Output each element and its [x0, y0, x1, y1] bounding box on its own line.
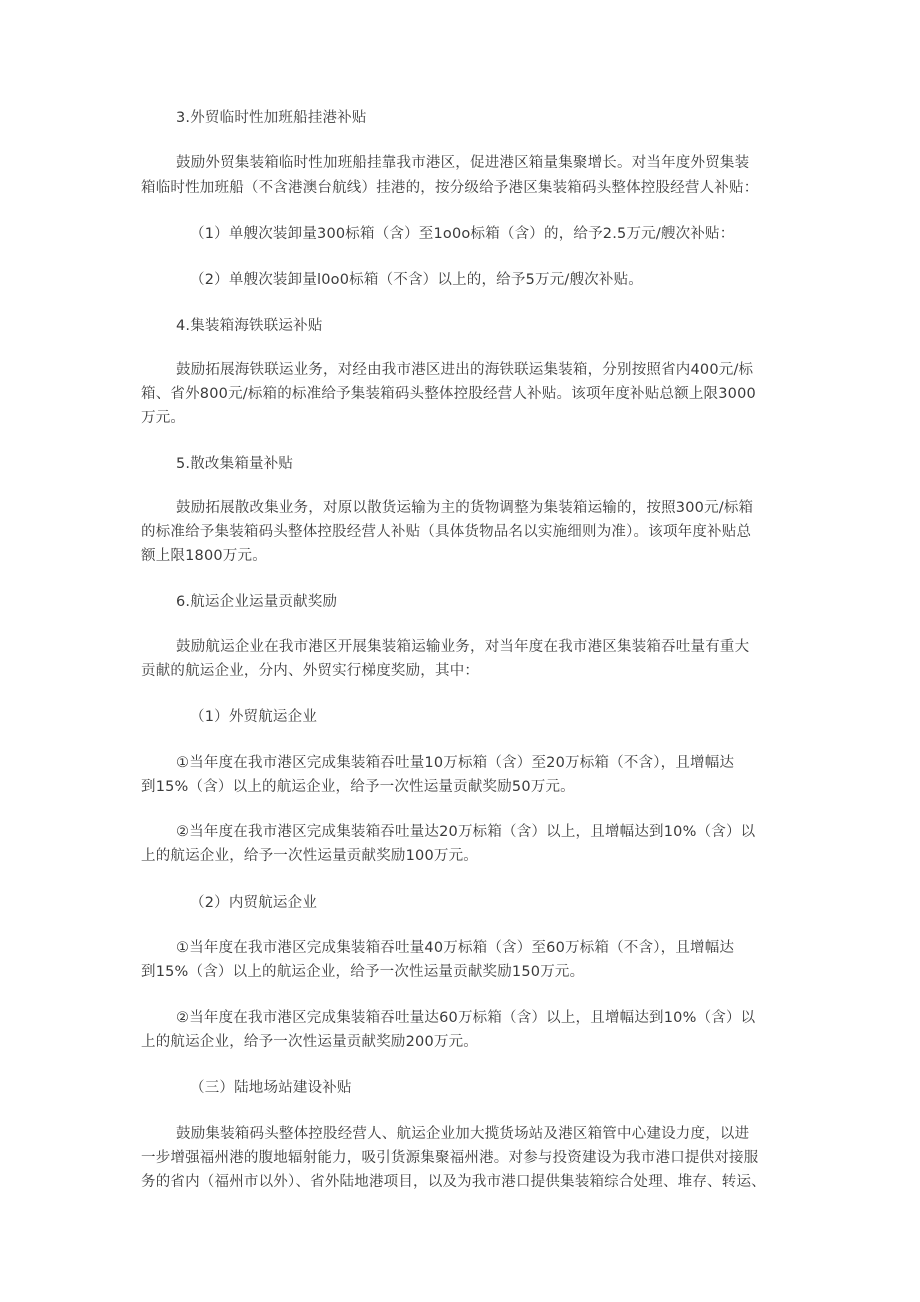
paragraph-line: 上的航运企业，给予一次性运量贡献奖励100万元。 [141, 848, 478, 864]
section-heading: 5.散改集箱量补贴 [176, 456, 294, 472]
paragraph-line: 到15%（含）以上的航运企业，给予一次性运量贡献奖励150万元。 [141, 964, 585, 980]
paragraph-line: ②当年度在我市港区完成集装箱吞吐量达20万标箱（含）以上，且增幅达到10%（含）以 [176, 824, 756, 840]
paragraph-line: 鼓励外贸集装箱临时性加班船挂靠我市港区，促进港区箱量集聚增长。对当年度外贸集装 [176, 155, 750, 171]
list-item: （1）单艘次装卸量300标箱（含）至1o0o标箱（含）的，给予2.5万元/艘次补贴： [190, 226, 735, 242]
paragraph-line: 万元。 [141, 410, 186, 426]
paragraph-line: ①当年度在我市港区完成集装箱吞吐量10万标箱（含）至20万标箱（不含），且增幅达 [176, 755, 735, 771]
paragraph-line: 鼓励航运企业在我市港区开展集装箱运输业务，对当年度在我市港区集装箱吞吐量有重大 [176, 639, 750, 655]
section-heading: （三）陆地场站建设补贴 [190, 1080, 352, 1096]
paragraph-line: 鼓励集装箱码头整体控股经营人、航运企业加大揽货场站及港区箱管中心建设力度，以进 [176, 1126, 750, 1142]
paragraph-line: 到15%（含）以上的航运企业，给予一次性运量贡献奖励50万元。 [141, 779, 575, 795]
paragraph-line: ①当年度在我市港区完成集装箱吞吐量40万标箱（含）至60万标箱（不含），且增幅达 [176, 940, 735, 956]
paragraph-line: ②当年度在我市港区完成集装箱吞吐量达60万标箱（含）以上，且增幅达到10%（含）以 [176, 1010, 756, 1026]
section-heading: 3.外贸临时性加班船挂港补贴 [176, 110, 367, 126]
paragraph-line: 鼓励拓展海铁联运业务，对经由我市港区进出的海铁联运集装箱，分别按照省内400元/标 [176, 362, 754, 378]
list-item: （2）单艘次装卸量l0o0标箱（不含）以上的，给予5万元/艘次补贴。 [190, 272, 643, 288]
paragraph-line: 一步增强福州港的腹地辐射能力，吸引货源集聚福州港。对参与投资建设为我市港口提供对接服 [141, 1150, 759, 1166]
subheading: （1）外贸航运企业 [190, 709, 318, 725]
paragraph-line: 鼓励拓展散改集业务，对原以散货运输为主的货物调整为集装箱运输的，按照300元/标箱 [176, 500, 754, 516]
section-heading: 6.航运企业运量贡献奖励 [176, 594, 338, 610]
paragraph-line: 额上限1800万元。 [141, 548, 267, 564]
paragraph-line: 箱、省外800元/标箱的标准给予集装箱码头整体控股经营人补贴。该项年度补贴总额上限3000 [141, 386, 756, 402]
paragraph-line: 务的省内（福州市以外）、省外陆地港项目，以及为我市港口提供集装箱综合处理、堆存、转运、 [141, 1174, 766, 1190]
section-heading: 4.集装箱海铁联运补贴 [176, 318, 323, 334]
subheading: （2）内贸航运企业 [190, 895, 318, 911]
paragraph-line: 上的航运企业，给予一次性运量贡献奖励200万元。 [141, 1034, 478, 1050]
paragraph-line: 的标准给予集装箱码头整体控股经营人补贴（具体货物品名以实施细则为准）。该项年度补贴总 [141, 524, 752, 540]
paragraph-line: 贡献的航运企业，分内、外贸实行梯度奖励，其中： [141, 663, 480, 679]
paragraph-line: 箱临时性加班船（不含港澳台航线）挂港的，按分级给予港区集装箱码头整体控股经营人补贴： [141, 180, 759, 196]
